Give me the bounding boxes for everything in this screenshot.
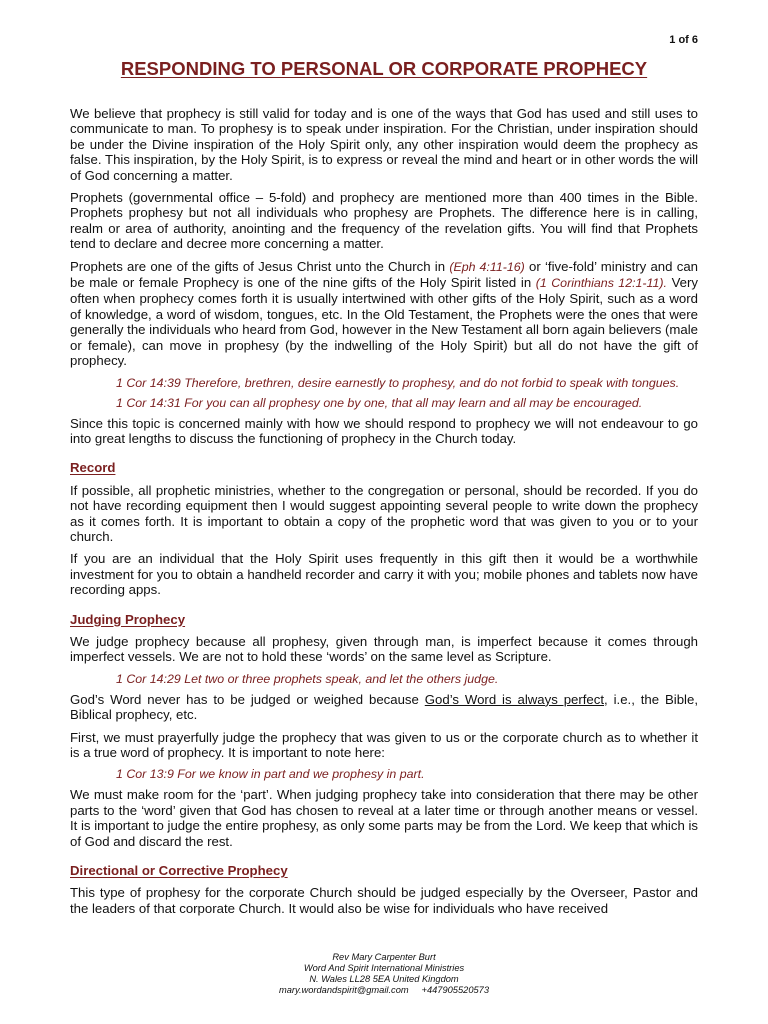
paragraph: We believe that prophecy is still valid for today and is one of the ways that God has used and still uses to communicate to man. To prophesy is to speak under inspiration. For the Christian, under inspiration should be under the Divine inspiration of the Holy Spirit only, any other inspiration would deem the prophecy as false. This inspiration, by the Holy Spirit, is to express or reveal the mind and heart or in other words the will of God concerning a matter. <box>70 106 698 183</box>
scripture-quote: 1 Cor 13:9 For we know in part and we prophesy in part. <box>116 767 425 782</box>
scripture-reference: (1 Corinthians 12:1-11). <box>535 276 667 291</box>
footer-author: Rev Mary Carpenter Burt <box>332 952 436 962</box>
scripture-quote: 1 Cor 14:31 For you can all prophesy one by one, that all may learn and all may be encouraged. <box>116 395 643 410</box>
footer-contact: mary.wordandspirit@gmail.com +447905520573 <box>278 985 490 995</box>
section-heading-judging: Judging Prophecy <box>70 611 186 627</box>
document-title: RESPONDING TO PERSONAL OR CORPORATE PROPHECY <box>120 58 648 79</box>
paragraph: We must make room for the ‘part’. When judging prophecy take into consideration that there may be other parts to the ‘word’ given that God has chosen to reveal at a later time or through another means or vessel. It is important to judge the entire prophesy, as only some parts may be from the Lord. We keep that which is of God and discard the rest. <box>70 787 698 849</box>
underlined-text: God’s Word is always perfect <box>424 691 605 707</box>
paragraph-text: Prophets are one of the gifts of Jesus Christ unto the Church in <box>70 258 450 274</box>
paragraph: If possible, all prophetic ministries, whether to the congregation or personal, should be recorded. If you do not have recording equipment then I would suggest appointing several people to write down the prophecy as it comes forth. It is important to obtain a copy of the prophetic word that was given to you or to your church. <box>70 482 698 544</box>
section-heading-directional: Directional or Corrective Prophecy <box>70 863 288 879</box>
paragraph: We judge prophecy because all prophesy, given through man, is imperfect because it comes through imperfect vessels. We are not to hold these ‘words’ on the same level as Scripture. <box>70 633 698 665</box>
paragraph: Prophets (governmental office – 5-fold) and prophecy are mentioned more than 400 times in the Bible. Prophets prophesy but not all individuals who prophesy are Prophets. The difference here is in calling, realm or area of authority, anointing and the frequency of the revelation gifts. You will find that Prophets tend to declare and decree more concerning a matter. <box>70 190 698 252</box>
paragraph-text: God’s Word never has to be judged or weighed because <box>70 691 425 707</box>
paragraph <box>70 259 698 369</box>
scripture-reference: (Eph 4:11-16) <box>449 259 525 274</box>
page-footer <box>0 952 768 996</box>
paragraph-text: or ‘five-fold’ ministry and can be male or female Prophecy is one of the nine gifts of the Holy Spirit listed in <box>70 258 698 291</box>
paragraph-text: Very often when prophecy comes forth it is usually intertwined with other gifts of the Holy Spirit, such as a word of knowledge, a word of wisdom, tongues, etc. In the Old Testament, the Prophets were the ones that were generally the individuals who heard from God, however in the New Testament all born again believers (male or female), can move in prophesy (by the indwelling of the Holy Spirit) but all do not have the gift of prophecy. <box>70 275 699 369</box>
paragraph: If you are an individual that the Holy Spirit uses frequently in this gift then it would be a worthwhile investment for you to obtain a handheld recorder and carry it with you; mobile phones and tablets now have recording apps. <box>70 551 698 598</box>
paragraph: First, we must prayerfully judge the prophecy that was given to us or the corporate church as to whether it is a true word of prophecy. It is important to note here: <box>70 729 698 760</box>
paragraph: This type of prophesy for the corporate Church should be judged especially by the Overseer, Pastor and the leaders of that corporate Church. It would also be wise for individuals who have received <box>70 885 698 916</box>
paragraph: Since this topic is concerned mainly with how we should respond to prophecy we will not endeavour to go into great lengths to discuss the functioning of prophecy in the Church today. <box>70 415 698 446</box>
scripture-quote: 1 Cor 14:29 Let two or three prophets speak, and let the others judge. <box>116 671 499 686</box>
footer-address: N. Wales LL28 5EA United Kingdom <box>309 974 459 984</box>
document-body <box>70 106 698 923</box>
paragraph <box>70 692 698 723</box>
paragraph-text: , i.e., the Bible, Biblical prophecy, etc. <box>70 691 698 723</box>
scripture-quote: 1 Cor 14:39 Therefore, brethren, desire earnestly to prophesy, and do not forbid to speak with tongues. <box>116 375 680 390</box>
section-heading-record: Record <box>70 460 116 476</box>
page-number: 1 of 6 <box>669 34 698 46</box>
footer-ministry: Word And Spirit International Ministries <box>303 963 465 973</box>
